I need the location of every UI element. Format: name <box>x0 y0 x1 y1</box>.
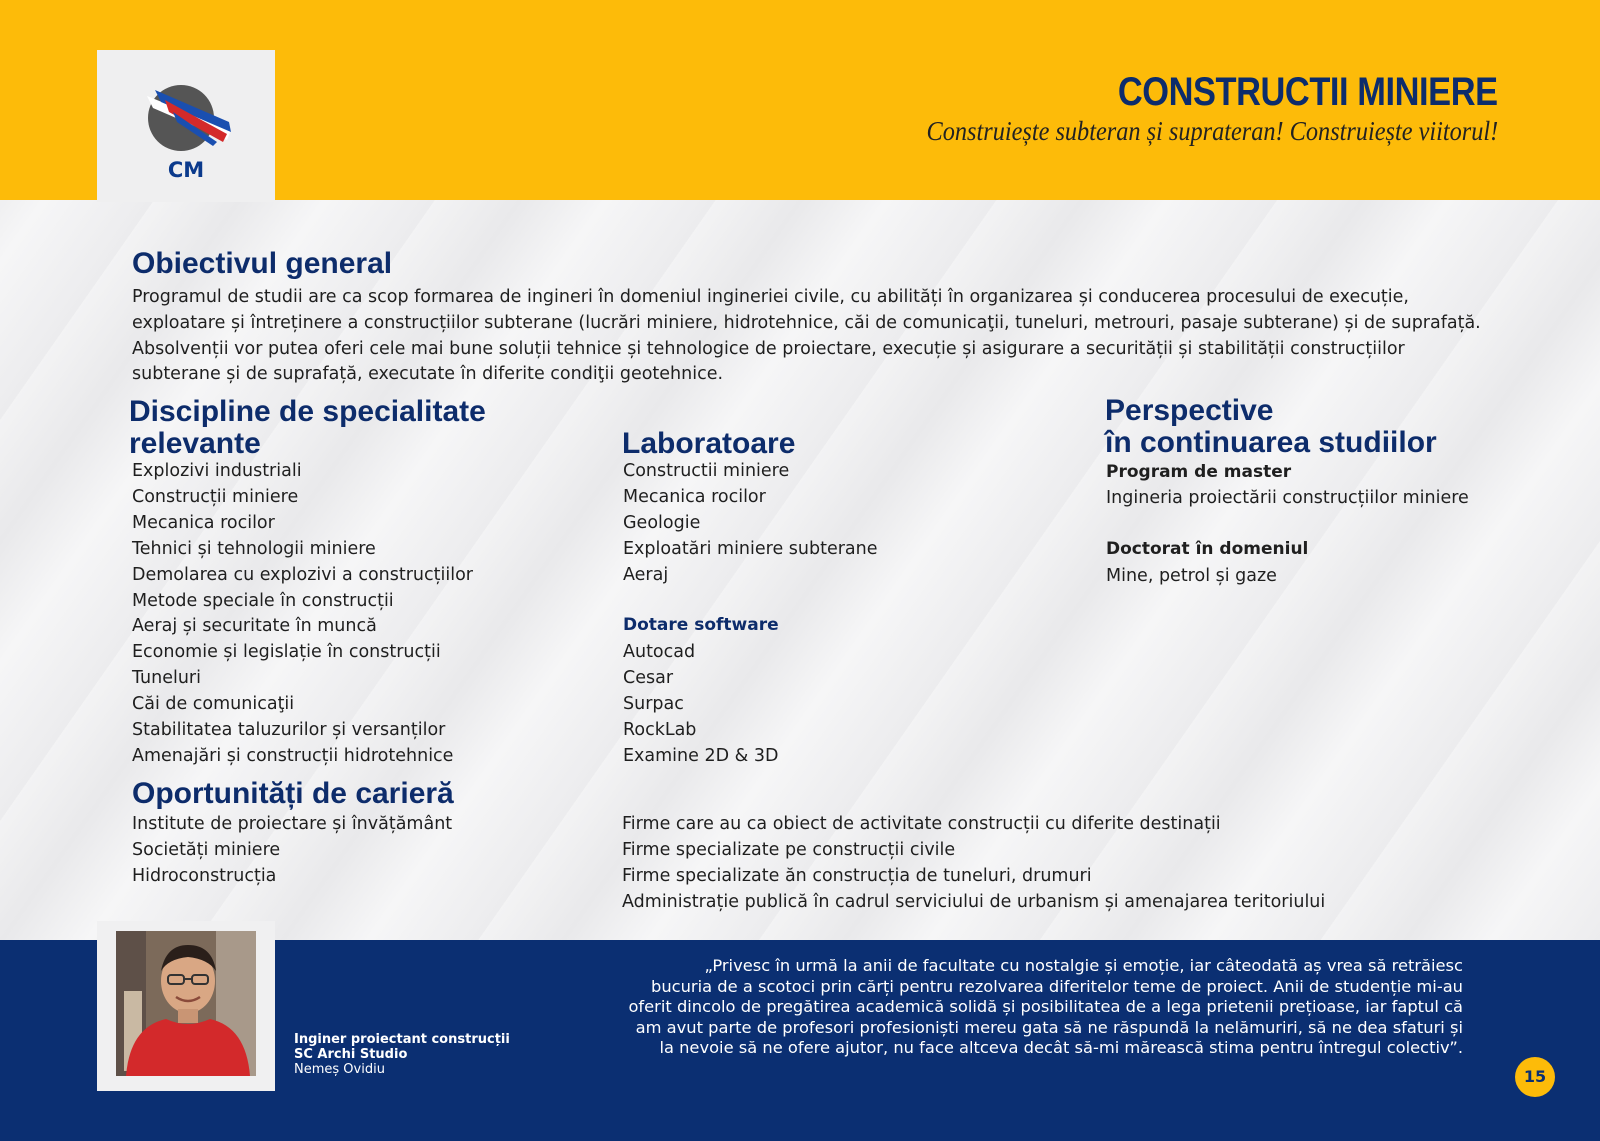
list-item: Mecanica rocilor <box>623 486 766 507</box>
page-number: 15 <box>1515 1057 1555 1097</box>
list-item: Surpac <box>623 693 684 714</box>
page-title: CONSTRUCTII MINIERE <box>1118 70 1498 114</box>
list-item: Societăți miniere <box>132 839 281 860</box>
quote-line: la nevoie să ne ofere ajutor, nu face altceva decât să-mi mărească stima pentru întregul colectiv”. <box>659 1038 1463 1058</box>
list-item: Aeraj <box>623 564 669 585</box>
software-heading: Dotare software <box>623 615 779 635</box>
objective-line: exploatare și întreținere a construcțiilor subterane (lucrări miniere, hidrotehnice, căi de comunicaţii, tuneluri, metrouri, pasaje subterane) și de suprafață. <box>132 312 1481 333</box>
objective-text <box>132 285 1481 388</box>
person-role: Inginer proiectant construcții <box>294 1032 510 1047</box>
software-list <box>623 640 778 770</box>
list-item: Economie și legislație în construcții <box>132 642 441 663</box>
master-value: Ingineria proiectării construcțiilor miniere <box>1106 488 1469 508</box>
disciplines-heading-line2: relevante <box>129 427 261 460</box>
list-item: Institute de proiectare și învățământ <box>132 814 453 834</box>
master-label: Program de master <box>1106 462 1292 482</box>
quote-line: am avut parte de profesori profesioniști mereu gata să ne răspundă la nelămuriri, să ne dea sfaturi și <box>635 1017 1463 1037</box>
list-item: Amenajări și construcții hidrotehnice <box>132 745 454 766</box>
list-item: Căi de comunicaţii <box>132 694 295 715</box>
list-item: Constructii miniere <box>623 461 790 481</box>
quote-line: „Privesc în urmă la anii de facultate cu nostalgie și emoție, iar câteodată aș vrea să retrăiesc <box>704 956 1463 975</box>
objective-heading: Obiectivul general <box>132 247 393 280</box>
objective-line: subterane și de suprafață, executate în diferite condiţii geotehnice. <box>132 364 724 385</box>
testimonial-photo-frame <box>97 921 275 1091</box>
quote-line: bucuria de a scotoci prin cărți pentru rezolvarea diferitelor teme de proiect. Anii de studenție mi-au <box>651 976 1463 996</box>
perspectives-heading-line1: Perspective <box>1105 394 1274 427</box>
list-item: Hidroconstrucția <box>132 865 277 886</box>
list-item: Geologie <box>623 512 701 533</box>
person-portrait-icon <box>116 931 256 1076</box>
careers-heading: Oportunități de carieră <box>132 777 454 810</box>
disciplines-heading-line1: Discipline de specialitate <box>129 395 486 428</box>
careers-left-list <box>132 812 452 890</box>
list-item: Construcții miniere <box>132 486 299 507</box>
testimonial-photo <box>116 931 256 1076</box>
objective-line: Programul de studii are ca scop formarea de ingineri în domeniul ingineriei civile, cu abilități în organizarea și conducerea procesului de execuție, <box>132 287 1409 307</box>
perspectives-heading-line2: în continuarea studiilor <box>1105 426 1437 459</box>
testimonial-quote <box>603 956 1463 1059</box>
careers-right-list <box>622 812 1325 916</box>
labs-heading: Laboratoare <box>622 427 796 460</box>
doctorate-value: Mine, petrol și gaze <box>1106 566 1277 586</box>
list-item: Administrație publică în cadrul serviciului de urbanism și amenajarea teritoriului <box>622 891 1326 912</box>
disciplines-heading <box>129 396 486 460</box>
list-item: Firme care au ca obiect de activitate construcții cu diferite destinații <box>622 814 1221 834</box>
objective-line: Absolvenții vor putea oferi cele mai bune soluții tehnice și tehnologice de proiectare, execuție și asigurare a securității și stabilității construcțiilor <box>132 338 1405 359</box>
perspectives-heading <box>1105 395 1437 459</box>
list-item: Mecanica rocilor <box>132 512 275 533</box>
list-item: Metode speciale în construcții <box>132 590 394 611</box>
person-name: Nemeș Ovidiu <box>294 1062 385 1077</box>
list-item: Demolarea cu explozivi a construcțiilor <box>132 564 473 585</box>
list-item: Autocad <box>623 642 696 662</box>
labs-list <box>623 459 878 589</box>
list-item: Tuneluri <box>132 668 201 689</box>
logo-text: CM <box>167 158 205 182</box>
list-item: Firme specializate pe construcții civile <box>622 839 956 860</box>
list-item: Explozivi industriali <box>132 461 302 481</box>
list-item: RockLab <box>623 719 697 740</box>
person-company: SC Archi Studio <box>294 1047 408 1062</box>
testimonial-person-info <box>294 1032 510 1077</box>
list-item: Cesar <box>623 667 674 688</box>
doctorate-label: Doctorat în domeniul <box>1106 539 1309 559</box>
quote-line: oferit dincolo de pregătirea academică solidă și posibilitatea de a lega prietenii prețioase, iar faptul că <box>628 997 1463 1017</box>
list-item: Tehnici și tehnologii miniere <box>132 538 376 559</box>
list-item: Stabilitatea taluzurilor și versanților <box>132 720 446 741</box>
list-item: Aeraj și securitate în muncă <box>132 616 377 637</box>
list-item: Exploatări miniere subterane <box>623 538 878 559</box>
list-item: Examine 2D & 3D <box>623 745 779 766</box>
list-item: Firme specializate ăn construcția de tuneluri, drumuri <box>622 865 1092 886</box>
disciplines-list <box>132 459 473 770</box>
page-subtitle: Construiește subteran și suprateran! Construiește viitorul! <box>926 116 1498 146</box>
